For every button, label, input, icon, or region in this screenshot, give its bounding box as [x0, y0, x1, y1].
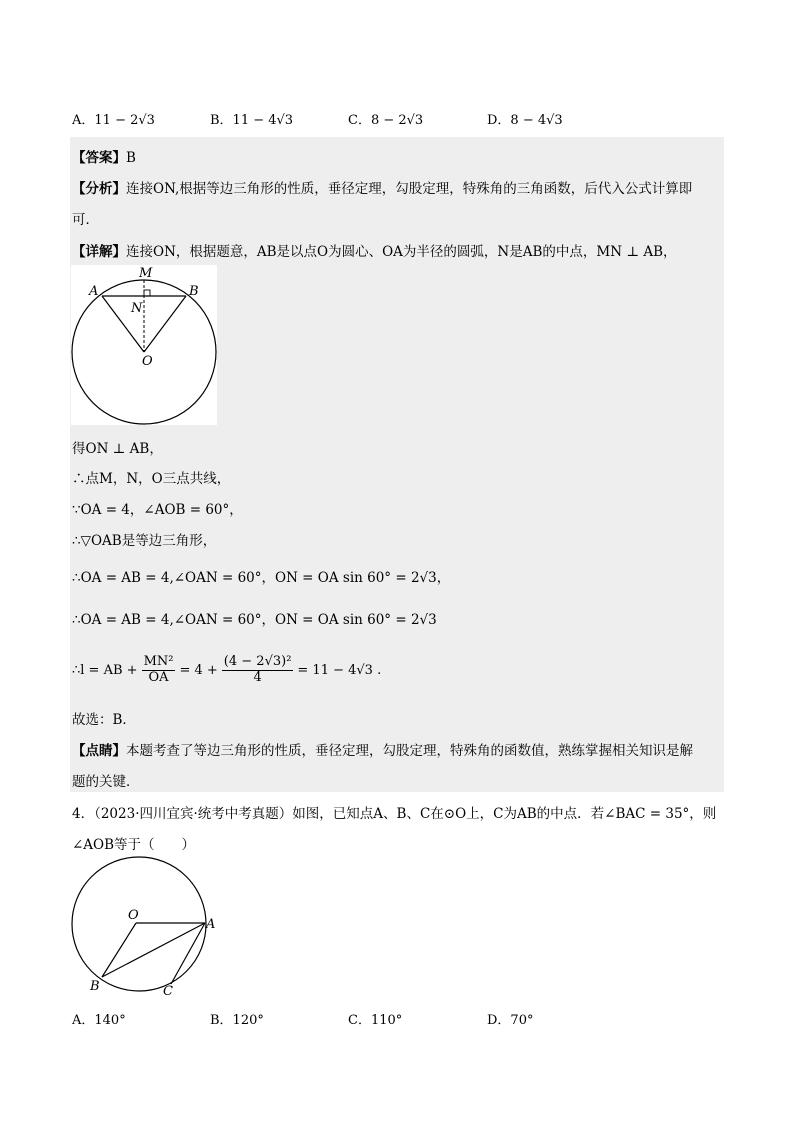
- fraction-2-numerator: (4 − 2√3)²: [223, 653, 292, 669]
- analysis-text-1: 连接ON,根据等边三角形的性质，垂径定理，勾股定理，特殊角的三角函数，后代入公式计算即: [126, 181, 693, 197]
- analysis-label: 【分析】: [72, 181, 126, 197]
- analysis-line-1: [72, 177, 692, 197]
- detail-label: 【详解】: [72, 244, 126, 260]
- prev-option-d: D．8 − 4√3: [487, 113, 563, 128]
- fig1-label-o: O: [142, 354, 153, 369]
- prev-option-a: A．11 − 2√3: [72, 113, 155, 128]
- detail-formula: [72, 648, 381, 692]
- fraction-2-denominator: 4: [253, 669, 262, 685]
- q4-option-a: A．140°: [72, 1013, 126, 1028]
- formula-fraction-1: [142, 655, 176, 686]
- detail-step-3: ∵OA = 4，∠AOB = 60°，: [72, 502, 243, 518]
- comment-label: 【点睛】: [72, 743, 126, 759]
- comment-line-2: 题的关键．: [72, 774, 140, 790]
- detail-step-4: ∴▽OAB是等边三角形，: [72, 533, 217, 549]
- detail-step-2: ∴点M，N，O三点共线，: [72, 471, 231, 487]
- fig2-label-o: O: [128, 908, 139, 923]
- comment-text-1: 本题考查了等边三角形的性质，垂径定理，勾股定理，特殊角的函数值，熟练掌握相关知识是解: [126, 743, 693, 759]
- answer-line: [72, 146, 136, 166]
- detail-step-1: 得ON ⊥ AB，: [72, 441, 163, 457]
- solution-background: [70, 137, 724, 792]
- prev-option-c: C．8 − 2√3: [348, 113, 424, 128]
- detail-conclusion: 故选：B．: [72, 712, 136, 728]
- comment-line-1: [72, 739, 693, 759]
- formula-result: = 11 − 4√3 .: [297, 662, 382, 678]
- fraction-1-denominator: OA: [148, 669, 169, 685]
- prev-option-b: B．11 − 4√3: [210, 113, 294, 128]
- fig2-label-c: C: [163, 984, 173, 999]
- fig2-label-a: A: [206, 917, 216, 932]
- formula-prefix: ∴l = AB +: [72, 662, 138, 678]
- answer-label: 【答案】: [72, 150, 126, 166]
- q4-option-b: B．120°: [210, 1013, 264, 1028]
- fig2-label-b: B: [90, 979, 100, 994]
- q4-option-c: C．110°: [348, 1013, 403, 1028]
- formula-fraction-2: [222, 655, 294, 686]
- fig1-label-n: N: [131, 301, 143, 316]
- formula-equals-1: = 4 +: [179, 662, 218, 678]
- detail-step-5: ∴OA = AB = 4,∠OAN = 60°，ON = OA sin 60° = 2√3，: [72, 570, 451, 586]
- q4-option-d: D．70°: [487, 1013, 534, 1028]
- detail-intro: 连接ON，根据题意，AB是以点O为圆心、OA为半径的圆弧，N是AB的中点，MN ⊥ AB，: [126, 244, 677, 260]
- answer-value: B: [126, 150, 136, 166]
- fig1-label-m: M: [139, 266, 153, 281]
- question4-line-1: 4．（2023·四川宜宾·统考中考真题）如图，已知点A、B、C在⊙O上，C为AB的中点．若∠BAC = 35°，则: [72, 806, 717, 822]
- fraction-1-numerator: MN²: [143, 653, 174, 669]
- fig1-label-a: A: [89, 284, 99, 299]
- figure-arc-diagram: [71, 265, 217, 425]
- figure-circle-diagram: [66, 852, 226, 1002]
- detail-intro-line: [72, 240, 677, 260]
- detail-step-6: ∴OA = AB = 4,∠OAN = 60°，ON = OA sin 60° = 2√3: [72, 612, 437, 628]
- question4-line-2: ∠AOB等于（ ）: [72, 837, 196, 853]
- analysis-line-2: 可．: [72, 212, 99, 228]
- fig1-label-b: B: [189, 284, 199, 299]
